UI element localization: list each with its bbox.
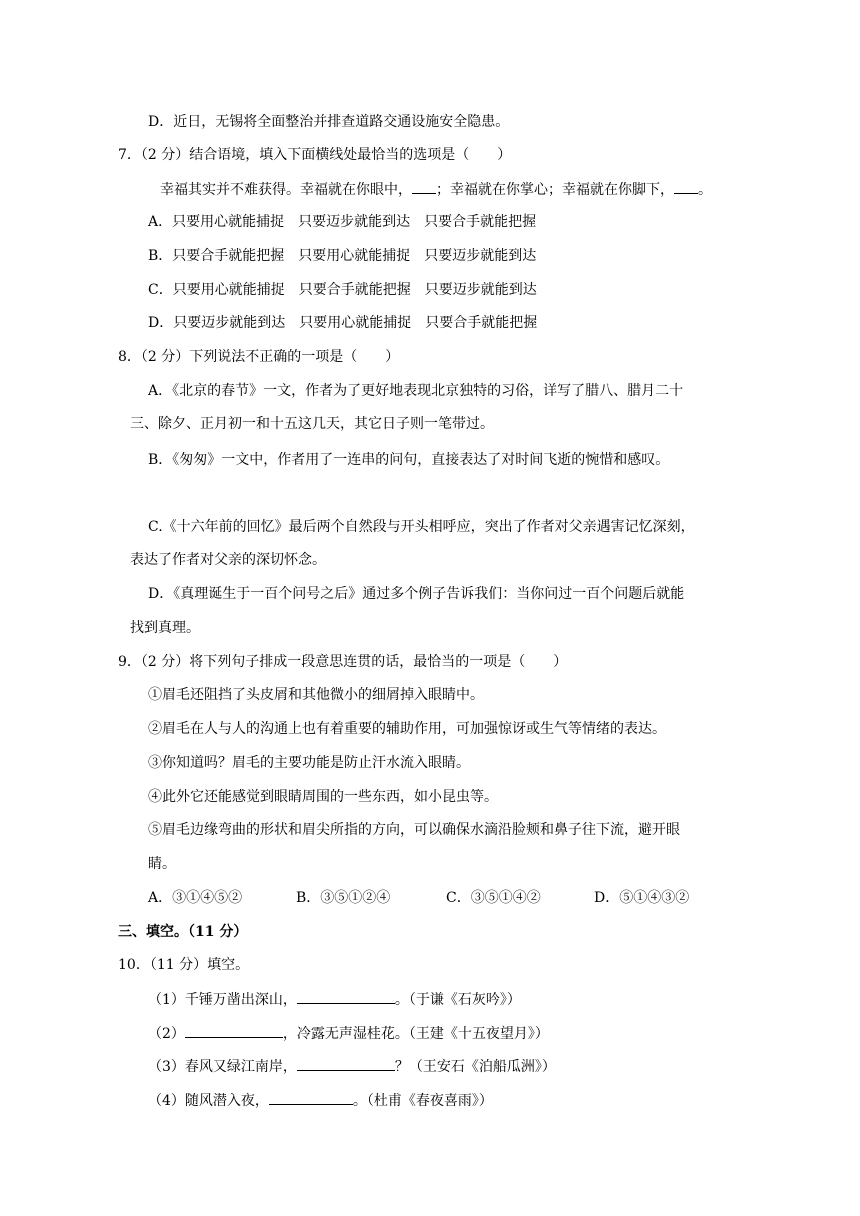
q10-item-2-blank <box>185 1023 283 1038</box>
q8-option-c-line1: C.《十六年前的回忆》最后两个自然段与开头相呼应，突出了作者对父亲遇害记忆深刻， <box>148 519 695 535</box>
q8-option-c-line2: 表达了作者对父亲的深切怀念。 <box>130 552 326 568</box>
q9-sentence-3: ③你知道吗？眉毛的主要功能是防止汗水流入眼睛。 <box>148 755 470 771</box>
q9-option-b: B．③⑤①②④ <box>296 890 391 906</box>
q10-item-3-suffix: ？（王安石《泊船瓜洲》） <box>394 1059 556 1075</box>
q10-item-3-prefix: （3）春风又绿江南岸， <box>148 1059 297 1075</box>
q9-option-a: A．③①④⑤② <box>148 890 243 906</box>
q10-item-4-prefix: （4）随风潜入夜， <box>148 1093 269 1109</box>
q8-option-b: B．《匆匆》一文中，作者用了一连串的问句，直接表达了对时间飞逝的惋惜和感叹。 <box>148 452 670 468</box>
q10-item-1 <box>148 989 521 1009</box>
q8-option-d-line2: 找到真理。 <box>130 620 200 636</box>
q10-stem: 10．（11 分）填空。 <box>118 957 250 973</box>
section-3-title: 三、填空。（11 分） <box>118 924 248 940</box>
q9-sentence-5-line1: ⑤眉毛边缘弯曲的形状和眉尖所指的方向，可以确保水滴沿脸颊和鼻子往下流，避开眼 <box>148 822 680 838</box>
q7-context-part-a: 幸福其实并不难获得。幸福就在你眼中， <box>160 182 412 198</box>
q9-stem: 9．（2 分）将下列句子排成一段意思连贯的话，最恰当的一项是（ ） <box>118 654 568 670</box>
q10-item-4-suffix: 。（杜甫《春夜喜雨》） <box>352 1093 493 1109</box>
q10-item-4 <box>148 1090 493 1110</box>
q10-item-1-suffix: 。（于谦《石灰吟》） <box>394 992 521 1008</box>
q9-option-c: C．③⑤①④② <box>446 890 541 906</box>
q10-item-3 <box>148 1056 556 1076</box>
q10-item-1-blank <box>297 989 395 1004</box>
q7-option-d: D．只要迈步就能到达 只要用心就能捕捉 只要合手就能把握 <box>148 315 538 331</box>
q9-sentence-5-line2: 睛。 <box>148 856 176 872</box>
q9-sentence-4: ④此外它还能感觉到眼睛周围的一些东西，如小昆虫等。 <box>148 789 498 805</box>
q7-option-c: C．只要用心就能捕捉 只要合手就能把握 只要迈步就能到达 <box>148 282 537 298</box>
q10-item-2 <box>148 1023 549 1043</box>
q7-blank-2 <box>674 179 698 194</box>
q7-context <box>160 179 712 199</box>
q8-option-a-line2: 三、除夕、正月初一和十五这几天，其它日子则一笔带过。 <box>130 416 494 432</box>
q10-item-2-suffix: ，冷露无声湿桂花。（王建《十五夜望月》） <box>282 1026 549 1042</box>
q8-option-a-line1: A．《北京的春节》一文，作者为了更好地表现北京独特的习俗，详写了腊八、腊月二十 <box>148 383 684 399</box>
q10-item-4-blank <box>269 1090 353 1105</box>
q10-item-2-prefix: （2） <box>148 1026 185 1042</box>
q7-option-b: B．只要合手就能把握 只要用心就能捕捉 只要迈步就能到达 <box>148 248 537 264</box>
q9-sentence-1: ①眉毛还阻挡了头皮屑和其他微小的细屑掉入眼睛中。 <box>148 687 484 703</box>
q9-option-d: D．⑤①④③② <box>594 890 690 906</box>
q7-context-part-b: ；幸福就在你掌心；幸福就在你脚下， <box>436 182 674 198</box>
q7-stem: 7．（2 分）结合语境，填入下面横线处最恰当的选项是（ ） <box>118 147 512 163</box>
q8-option-d-line1: D．《真理诞生于一百个问号之后》通过多个例子告诉我们：当你问过一百个问题后就能 <box>148 586 685 602</box>
q10-item-1-prefix: （1）千锤万凿出深山， <box>148 992 297 1008</box>
q8-stem: 8．（2 分）下列说法不正确的一项是（ ） <box>118 349 400 365</box>
q10-item-3-blank <box>297 1056 395 1071</box>
q7-blank-1 <box>412 179 436 194</box>
q9-sentence-2: ②眉毛在人与人的沟通上也有着重要的辅助作用，可加强惊讶或生气等情绪的表达。 <box>148 721 666 737</box>
q7-option-a: A．只要用心就能捕捉 只要迈步就能到达 只要合手就能把握 <box>148 214 537 230</box>
q6-option-d: D．近日，无锡将全面整治并排查道路交通设施安全隐患。 <box>148 114 510 130</box>
q7-context-part-c: 。 <box>698 182 712 198</box>
